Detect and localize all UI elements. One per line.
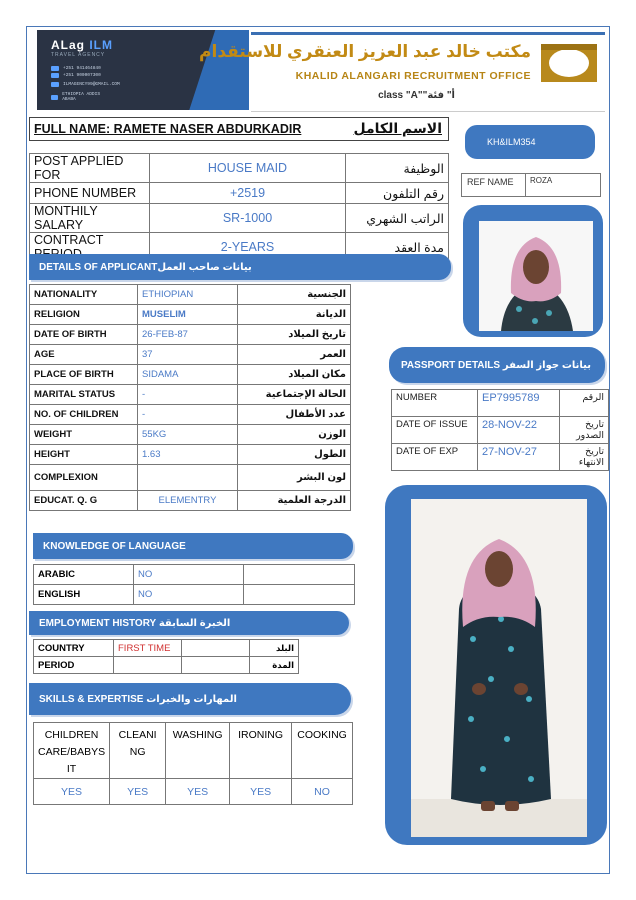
location-icon — [51, 95, 58, 100]
full-body-photo-frame — [385, 485, 607, 845]
ref-name-box: REF NAME ROZA — [461, 173, 601, 197]
office-arabic-name: مكتب خالد عبد العزيز العنقري للاستقدام — [199, 42, 531, 61]
table-row: PLACE OF BIRTH SIDAMA مكان الميلاد — [30, 365, 351, 385]
section-passport-details: PASSPORT DETAILS بيانات جواز السفر — [389, 347, 605, 383]
table-row: ENGLISH NO — [34, 585, 355, 605]
office-header — [199, 30, 605, 112]
post-table — [29, 153, 449, 262]
portrait-photo-frame — [463, 205, 603, 337]
email-icon — [51, 82, 59, 87]
agency-tagline: TRAVEL AGENCY — [51, 52, 106, 58]
table-row: RELIGION MUSELIM الديانة — [30, 305, 351, 325]
table-row: NUMBER EP7995789 الرقم — [392, 390, 609, 417]
phone-icon — [51, 66, 59, 71]
table-row: PERIOD المدة — [34, 657, 299, 674]
office-emblem-icon — [541, 44, 597, 82]
table-row: WEIGHT 55KG الوزن — [30, 425, 351, 445]
table-row: YES YES YES YES NO — [34, 779, 353, 805]
table-row: DATE OF BIRTH 26-FEB-87 تاريخ الميلاد — [30, 325, 351, 345]
table-row: DATE OF ISSUE 28-NOV-22 تاريخ الصدور — [392, 417, 609, 444]
table-row: NO. OF CHILDREN - عدد الأطفال — [30, 405, 351, 425]
table-row: EDUCAT. Q. G ELEMENTRY الدرجة العلمية — [30, 491, 351, 511]
office-class-label: class "A""أ" فئة — [378, 90, 455, 101]
section-applicant-details: DETAILS OF APPLICANTبيانات صاحب العمل — [29, 254, 451, 280]
table-row: POST APPLIED FOR HOUSE MAID الوظيفة — [30, 154, 449, 183]
full-body-photo — [411, 499, 587, 837]
table-row: MONTHILY SALARY SR-1000 الراتب الشهري — [30, 204, 449, 233]
agency-email: ILMAGENCY99@GMAIL.COM — [51, 82, 120, 87]
applicant-code-badge: KH&ILM354 — [465, 125, 595, 159]
table-row: NATIONALITY ETHIOPIAN الجنسية — [30, 285, 351, 305]
full-name-label-ar: الاسم الكامل — [353, 120, 442, 136]
agency-phone-2: +251 900007300 — [51, 73, 101, 78]
portrait-photo — [479, 221, 593, 331]
table-row: HEIGHT 1.63 الطول — [30, 445, 351, 465]
cv-page — [26, 26, 610, 874]
table-row: DATE OF EXP 27-NOV-27 تاريخ الانتهاء — [392, 444, 609, 471]
applicant-details-table — [29, 284, 351, 511]
full-name: FULL NAME: RAMETE NASER ABDURKADIR — [34, 122, 302, 136]
section-employment-history: EMPLOYMENT HISTORY الخبرة السابقة — [29, 611, 349, 635]
agency-location: ETHIOPIA ADDIS ABABA — [51, 92, 111, 102]
table-row: COMPLEXION لون البشر — [30, 465, 351, 491]
table-row: CONTRACT 2-YEARS مدة العقد — [30, 233, 449, 262]
section-language: KNOWLEDGE OF LANGUAGE — [33, 533, 353, 559]
table-row: MARITAL STATUS - الحالة الإجتماعية — [30, 385, 351, 405]
phone-icon — [51, 73, 59, 78]
table-row: PHONE NUMBER +2519 رقم التلفون — [30, 183, 449, 204]
skills-table — [33, 722, 353, 805]
agency-phone-1: +251 941464840 — [51, 66, 101, 71]
full-name-row — [29, 117, 449, 141]
table-row: AGE 37 العمر — [30, 345, 351, 365]
office-english-name: KHALID ALANGARI RECRUITMENT OFFICE — [295, 70, 531, 82]
table-row: CHILDREN CARE/BABYS IT CLEANI NG WASHING IRONING COOKING — [34, 723, 353, 779]
passport-table — [391, 389, 609, 471]
table-row: ARABIC NO — [34, 565, 355, 585]
agency-logo: ALag ILM — [51, 38, 114, 52]
section-skills: SKILLS & EXPERTISE المهارات والخبرات — [29, 683, 351, 715]
employment-table — [33, 639, 299, 674]
table-row: COUNTRY FIRST TIME البلد — [34, 640, 299, 657]
language-table — [33, 564, 355, 605]
